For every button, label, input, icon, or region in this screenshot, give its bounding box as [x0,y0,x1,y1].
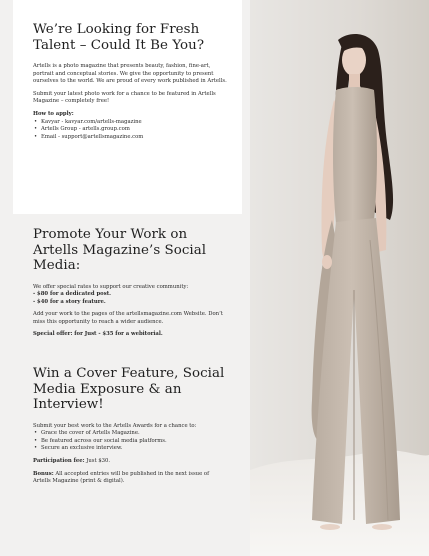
website-promo: Add your work to the pages of the artellsmagazine.com Website. Don’t miss this opportunity to reach a wider audience. [33,311,223,325]
model-illustration [250,0,429,556]
special-offer: Special offer: for Just - $35 for a webitorial. [33,331,163,338]
bonus-label: Bonus: [33,470,54,477]
how-to-apply-label: How to apply: [33,110,74,117]
participation-fee [33,458,228,466]
promotions-panel [13,214,242,556]
fee-label: Participation fee: [33,457,85,464]
fee-value: Just $30. [86,457,111,464]
awards-heading: Win a Cover Feature, Social Media Exposure & an Interview! [33,366,225,413]
rates-intro: We offer special rates to support our creative community: [33,283,189,290]
social-media-heading: Promote Your Work on Artells Magazine’s Social Media: [33,227,207,273]
apply-option-group[interactable]: • Artells Group - artells.group.com [33,126,228,134]
how-to-apply-list [33,119,228,142]
magazine-intro: Artells is a photo magazine that presents beauty, fashion, fine-art, portrait and conceptual stories. We give the opportunity to present ourselves to the world. We are proud of every work published in Artells. [33,63,227,85]
benefit-social: • Be featured across our social media platforms. [33,438,228,446]
bonus-text: All accepted entries will be published in the next issue of Artells Magazine (print & digital). [33,470,210,485]
fashion-model-photo [250,0,429,556]
awards-intro: Submit your best work to the Artells Awards for a chance to: [33,422,197,429]
benefit-cover: • Grace the cover of Artells Magazine. [33,430,228,438]
bonus-note [33,471,228,486]
rate-story-feature: - $40 for a story feature. [33,298,106,305]
apply-option-kavyar[interactable]: • Kavyar - kavyar.com/artells-magazine [33,119,228,127]
apply-option-email[interactable]: • Email - support@artellsmagazine.com [33,134,228,142]
rate-dedicated-post: - $80 for a dedicated post. [33,291,111,298]
submit-invitation: Submit your latest photo work for a chance to be featured in Artells Magazine – completely free! [33,90,216,105]
benefit-interview: • Secure an exclusive interview. [33,445,228,453]
fresh-talent-panel [13,0,242,214]
fresh-talent-heading: We’re Looking for Fresh Talent – Could It Be You? [33,22,205,53]
awards-benefits-list [33,430,228,453]
